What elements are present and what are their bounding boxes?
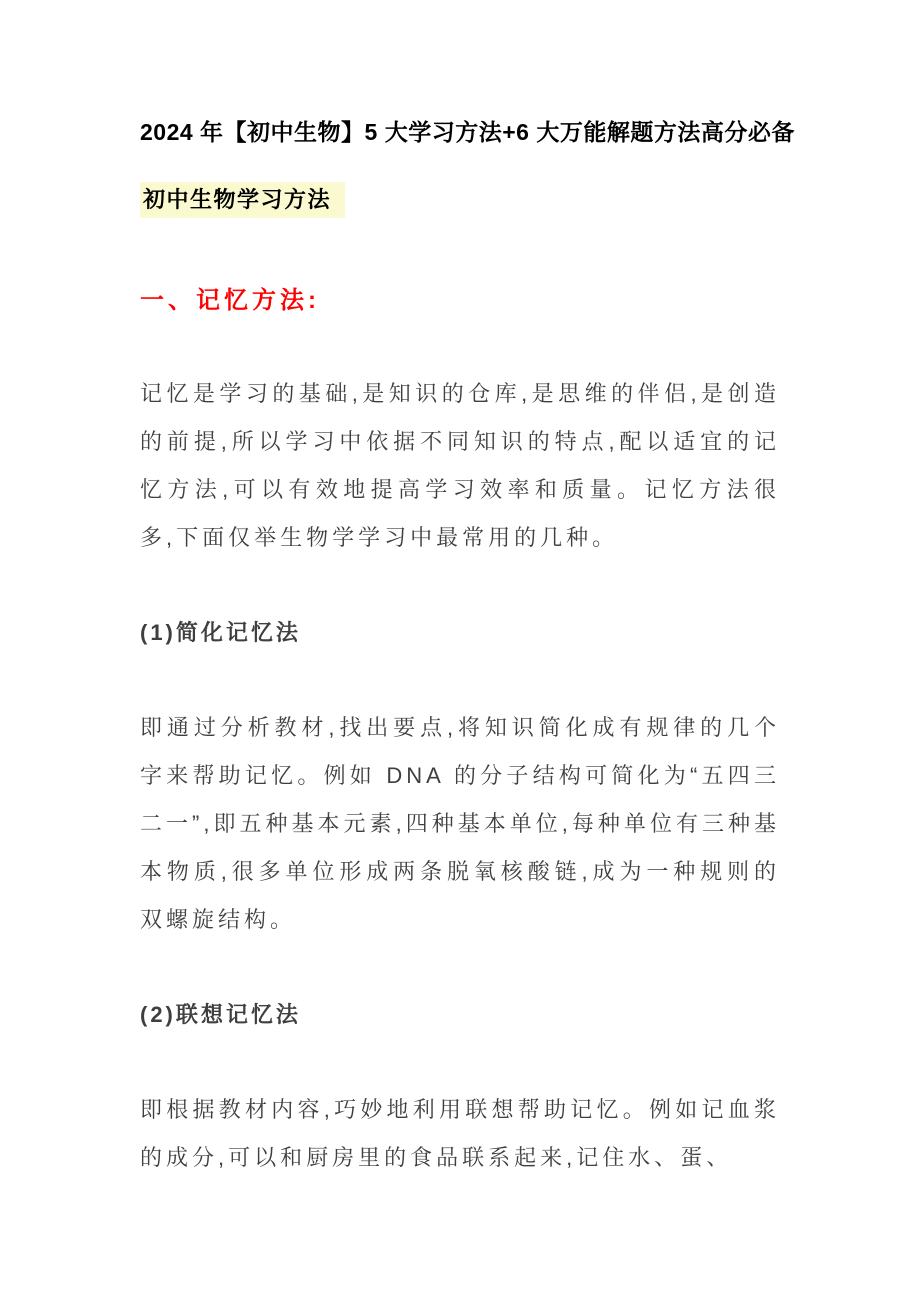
- intro-paragraph: 记忆是学习的基础,是知识的仓库,是思维的伴侣,是创造的前提,所以学习中依据不同知识的特点,配以适宜的记忆方法,可以有效地提高学习效率和质量。记忆方法很多,下面仅举生物学学习中最常用的几种。: [140, 381, 780, 550]
- subsection-1-body: 即通过分析教材,找出要点,将知识简化成有规律的几个字来帮助记忆。例如 DNA 的分子结构可简化为“五四三二一”,即五种基本元素,四种基本单位,每种单位有三种基本物质,很多单位形成两条脱氧核酸链,成为一种规则的双螺旋结构。: [140, 715, 780, 932]
- document-title: 2024 年【初中生物】5 大学习方法+6 大万能解题方法高分必备: [140, 119, 795, 145]
- subtitle-row: [140, 182, 780, 218]
- subsection-2-heading: (2)联想记忆法: [140, 1002, 301, 1027]
- subsection-1-heading: (1)简化记忆法: [140, 620, 301, 645]
- highlighted-subtitle: 初中生物学习方法: [140, 182, 345, 218]
- subsection-2-body: 即根据教材内容,巧妙地利用联想帮助记忆。例如记血浆的成分,可以和厨房里的食品联系起来,记住水、蛋、: [140, 1097, 780, 1170]
- section-heading-memory-methods: 一、记忆方法:: [140, 287, 320, 314]
